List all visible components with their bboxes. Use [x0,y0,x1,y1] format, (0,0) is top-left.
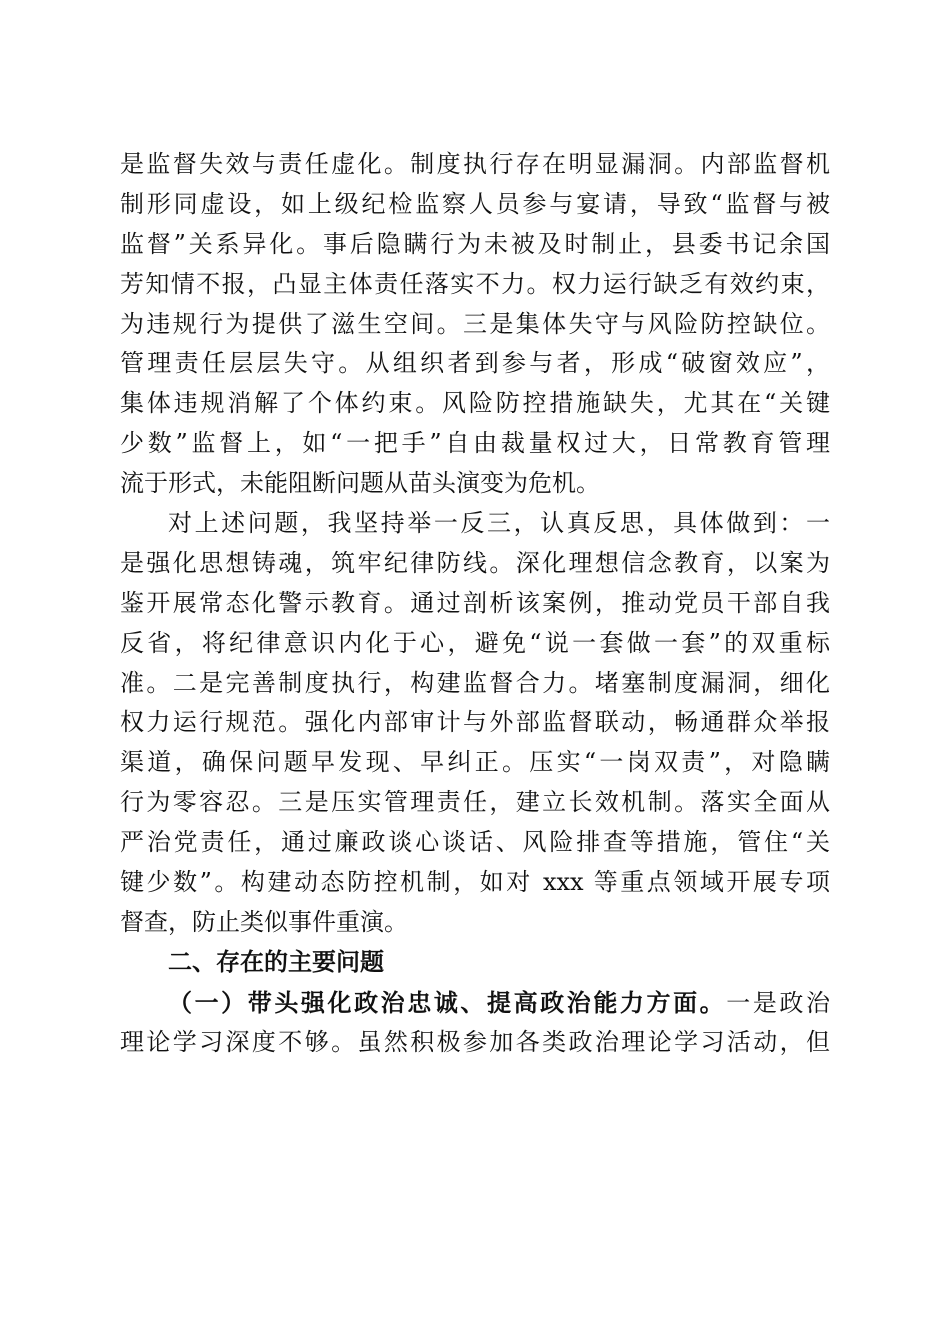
text-line: 行为零容忍。三是压实管理责任，建立长效机制。落实全面从 [120,788,830,817]
text-line: 是监督失效与责任虚化。制度执行存在明显漏洞。内部监督机 [120,150,830,178]
text-line: 管理责任层层失守。从组织者到参与者，形成“破窗效应”， [120,349,830,378]
text-line: 集体违规消解了个体约束。风险防控措施缺失，尤其在“关键 [120,389,830,418]
text-line: 是强化思想铸魂，筑牢纪律防线。深化理想信念教育，以案为 [120,548,830,577]
text-line: 芳知情不报，凸显主体责任落实不力。权力运行缺乏有效约束， [120,269,830,298]
text-line: 渠道，确保问题早发现、早纠正。压实“一岗双责”，对隐瞒 [120,748,830,777]
text-line [120,983,830,1023]
text-line: 准。二是完善制度执行，构建监督合力。堵塞制度漏洞，细化 [120,668,830,697]
text-line: 严治党责任，通过廉政谈心谈话、风险排查等措施，管住“关 [120,828,830,857]
text-line: 监督”关系异化。事后隐瞒行为未被及时制止，县委书记余国 [120,229,830,258]
text-line: 督查，防止类似事件重演。 [120,907,408,936]
text-line: 键少数”。构建动态防控机制，如对 xxx 等重点领域开展专项 [120,868,830,897]
text-line: 反省，将纪律意识内化于心，避免“说一套做一套”的双重标 [120,628,830,657]
text-segment: 一是政治 [726,988,830,1017]
text-line: 流于形式，未能阻断问题从苗头演变为危机。 [120,469,600,498]
text-line: 对上述问题，我坚持举一反三，认真反思，具体做到：一 [168,509,830,538]
text-line: 制形同虚设，如上级纪检监察人员参与宴请，导致“监督与被 [120,189,830,218]
text-line: 为违规行为提供了滋生空间。三是集体失守与风险防控缺位。 [120,309,830,338]
text-line: 理论学习深度不够。虽然积极参加各类政治理论学习活动，但 [120,1027,830,1056]
text-line: 权力运行规范。强化内部审计与外部监督联动，畅通群众举报 [120,708,830,737]
paragraph-supervision-failure [120,145,830,504]
subsection-title: （一）带头强化政治忠诚、提高政治能力方面。 [168,987,727,1017]
paragraph-reflection-measures [120,504,830,943]
document-body [120,145,830,1062]
text-line: 少数”监督上，如“一把手”自由裁量权过大，日常教育管理 [120,429,830,458]
section-heading: 二、存在的主要问题 [168,947,384,976]
paragraph-political-loyalty [120,983,830,1063]
text-line: 鉴开展常态化警示教育。通过剖析该案例，推动党员干部自我 [120,588,830,617]
